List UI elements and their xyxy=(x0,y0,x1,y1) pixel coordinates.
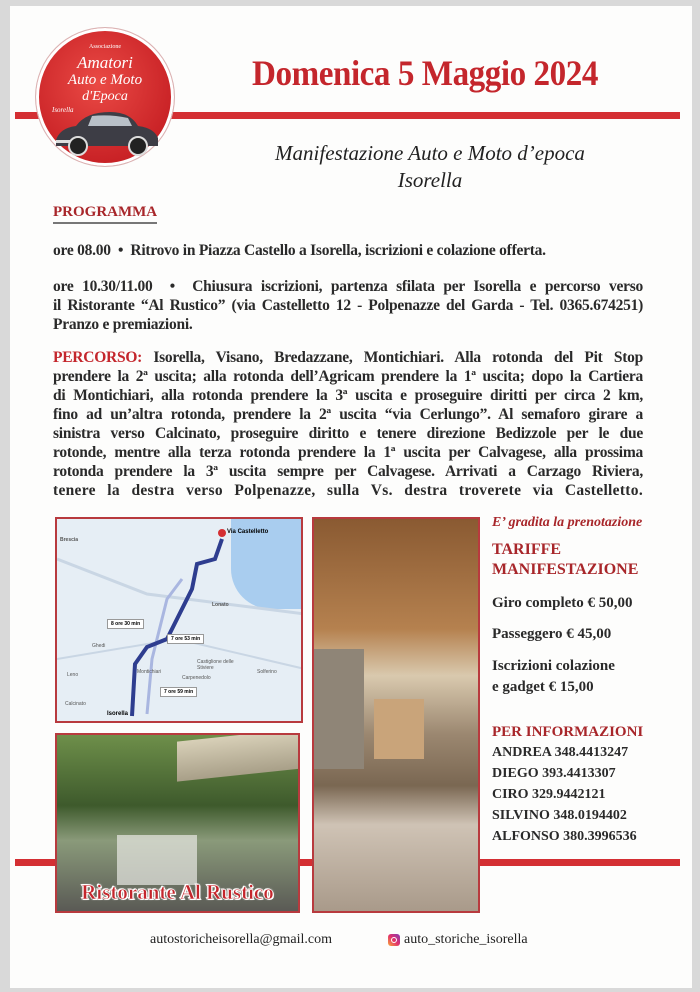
program-item-2-line: ore 10.30/11.00 • Chiusura iscrizioni, partenza sfilata per Isorella e percorso verso xyxy=(53,278,643,295)
restaurant-interior-photo xyxy=(312,517,480,913)
event-subtitle: Manifestazione Auto e Moto d’epoca xyxy=(275,141,585,165)
percorso-label: PERCORSO: xyxy=(53,349,143,366)
program-item-2-line: il Ristorante “Al Rustico” (via Castelletto 12 - Polpenazze del Garda - Tel. 0365.674251) xyxy=(53,297,643,314)
percorso-line: tenere la destra verso Polpenazze, sulla Vs. destra troverete via Castelletto. xyxy=(53,482,643,499)
map-label: Brescia xyxy=(60,537,79,543)
percorso-line: PERCORSO: Isorella, Visano, Bredazzane, Montichiari. Alla rotonda del Pit Stop xyxy=(53,349,643,366)
route-map[interactable] xyxy=(55,517,303,723)
contact-item: ALFONSO 380.3996536 xyxy=(492,829,637,844)
tariffe-heading: MANIFESTAZIONE xyxy=(492,561,639,578)
price-item: e gadget € 15,00 xyxy=(492,679,594,695)
price-item: Giro completo € 50,00 xyxy=(492,595,633,611)
map-label: Leno xyxy=(67,672,79,678)
percorso-line: di Montichiari, alla rotonda prendere la 3ª uscita e proseguire diritti per circa 2 km, xyxy=(53,387,643,404)
contact-email[interactable]: autostoricheisorella@gmail.com xyxy=(150,932,333,947)
association-logo: Associazione Amatori Auto e Moto d'Epoca Isorella xyxy=(36,28,174,166)
price-item: Iscrizioni colazione xyxy=(492,658,615,674)
contact-item: SILVINO 348.0194402 xyxy=(492,808,627,823)
programma-heading: PROGRAMMA xyxy=(53,204,157,224)
instagram-icon xyxy=(388,934,400,946)
contact-item: DIEGO 393.4413307 xyxy=(492,766,616,781)
booking-note: E’ gradita la prenotazione xyxy=(492,515,643,530)
contact-item: CIRO 329.9442121 xyxy=(492,787,606,802)
instagram-handle[interactable]: auto_storiche_isorella xyxy=(388,932,528,948)
route-time-badge: 7 ore 59 min xyxy=(160,687,197,697)
route-time-badge: 7 ore 53 min xyxy=(167,634,204,644)
program-item-1: ore 08.00 • Ritrovo in Piazza Castello a Isorella, iscrizioni e colazione offerta. xyxy=(53,242,546,259)
info-heading: PER INFORMAZIONI xyxy=(492,724,644,740)
restaurant-caption: Ristorante Al Rustico xyxy=(81,880,274,904)
percorso-line: prendere la 2ª uscita; alla rotonda dell’Agricam prendere la 1ª uscita; dopo la Cartiera xyxy=(53,368,643,385)
map-label: Castiglione delle Stiviere xyxy=(197,659,234,671)
event-location: Isorella xyxy=(397,168,463,192)
map-label: Calcinato xyxy=(65,701,86,707)
restaurant-exterior-photo xyxy=(55,733,300,913)
map-origin: Isorella xyxy=(107,711,129,717)
vintage-car-icon xyxy=(52,106,162,156)
program-item-2-line: Pranzo e premiazioni. xyxy=(53,316,193,333)
price-item: Passeggero € 45,00 xyxy=(492,626,612,642)
percorso-line: fino ad un’altra rotonda, prendere la 2ª uscita “via Cerlungo”. Al semaforo girare a xyxy=(53,406,643,423)
tariffe-heading: TARIFFE xyxy=(492,541,562,558)
contact-item: ANDREA 348.4413247 xyxy=(492,745,629,760)
percorso-line: rotonde, mentre alla terza rotonda prendere la 1ª uscita per Calvagese, alla prossima xyxy=(53,444,643,461)
percorso-line: rotonda prendere la 3ª uscita sempre per Calvagese. Arrivati a Carzago Riviera, xyxy=(53,463,643,480)
map-label: Carpenedolo xyxy=(182,675,211,681)
map-label: Montichiari xyxy=(137,669,162,675)
page-title: Domenica 5 Maggio 2024 xyxy=(252,53,598,93)
map-destination: Via Castelletto xyxy=(227,529,269,535)
map-label: Solferino xyxy=(257,669,277,675)
map-label: Ghedi xyxy=(92,643,106,649)
route-time-badge: 8 ore 30 min xyxy=(107,619,144,629)
map-label: Lonato xyxy=(212,602,229,608)
percorso-line: sinistra verso Calcinato, proseguire diritto e tenere direzione Bedizzole per le due xyxy=(53,425,643,442)
